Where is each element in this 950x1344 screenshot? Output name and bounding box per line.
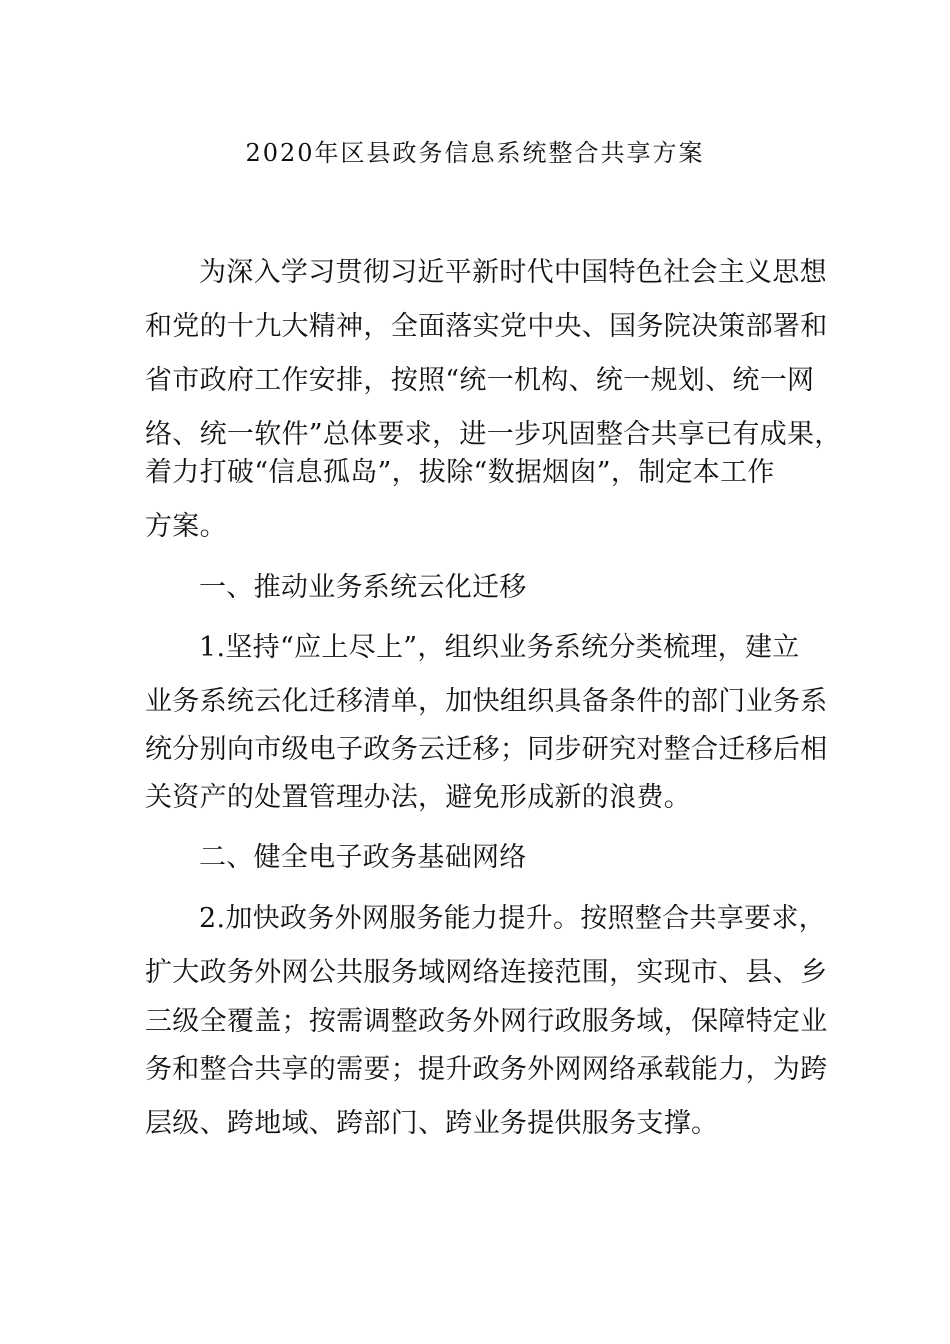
paragraph-line: 业务系统云化迁移清单，加快组织具备条件的部门业务系 [145,686,828,717]
paragraph-line: 扩大政务外网公共服务域网络连接范围，实现市、县、乡 [145,957,828,988]
paragraph-line: 省市政府工作安排，按照“统一机构、统一规划、统一网 [145,365,815,396]
paragraph-line: 三级全覆盖；按需调整政务外网行政服务域，保障特定业 [145,1006,828,1037]
paragraph-line: 1.坚持“应上尽上”，组织业务系统分类梳理，建立 [199,632,800,663]
section-heading-2: 二、健全电子政务基础网络 [199,842,527,873]
section-heading-1: 一、推动业务系统云化迁移 [199,572,527,603]
paragraph-line: 着力打破“信息孤岛”，拔除“数据烟囱”，制定本工作 [145,457,775,488]
paragraph-line: 关资产的处置管理办法，避免形成新的浪费。 [145,782,691,813]
document-title: 2020年区县政务信息系统整合共享方案 [245,139,705,167]
paragraph-line: 层级、跨地域、跨部门、跨业务提供服务支撑。 [145,1108,719,1139]
paragraph-line: 2.加快政务外网服务能力提升。按照整合共享要求， [199,903,826,934]
paragraph-line: 统分别向市级电子政务云迁移；同步研究对整合迁移后相 [145,734,828,765]
paragraph-line: 方案。 [145,511,227,542]
paragraph-line: 为深入学习贯彻习近平新时代中国特色社会主义思想 [199,257,827,288]
paragraph-line: 务和整合共享的需要；提升政务外网网络承载能力，为跨 [145,1054,828,1085]
paragraph-line: 和党的十九大精神，全面落实党中央、国务院决策部署和 [145,311,828,342]
paragraph-line: 络、统一软件”总体要求，进一步巩固整合共享已有成果， [145,419,842,450]
